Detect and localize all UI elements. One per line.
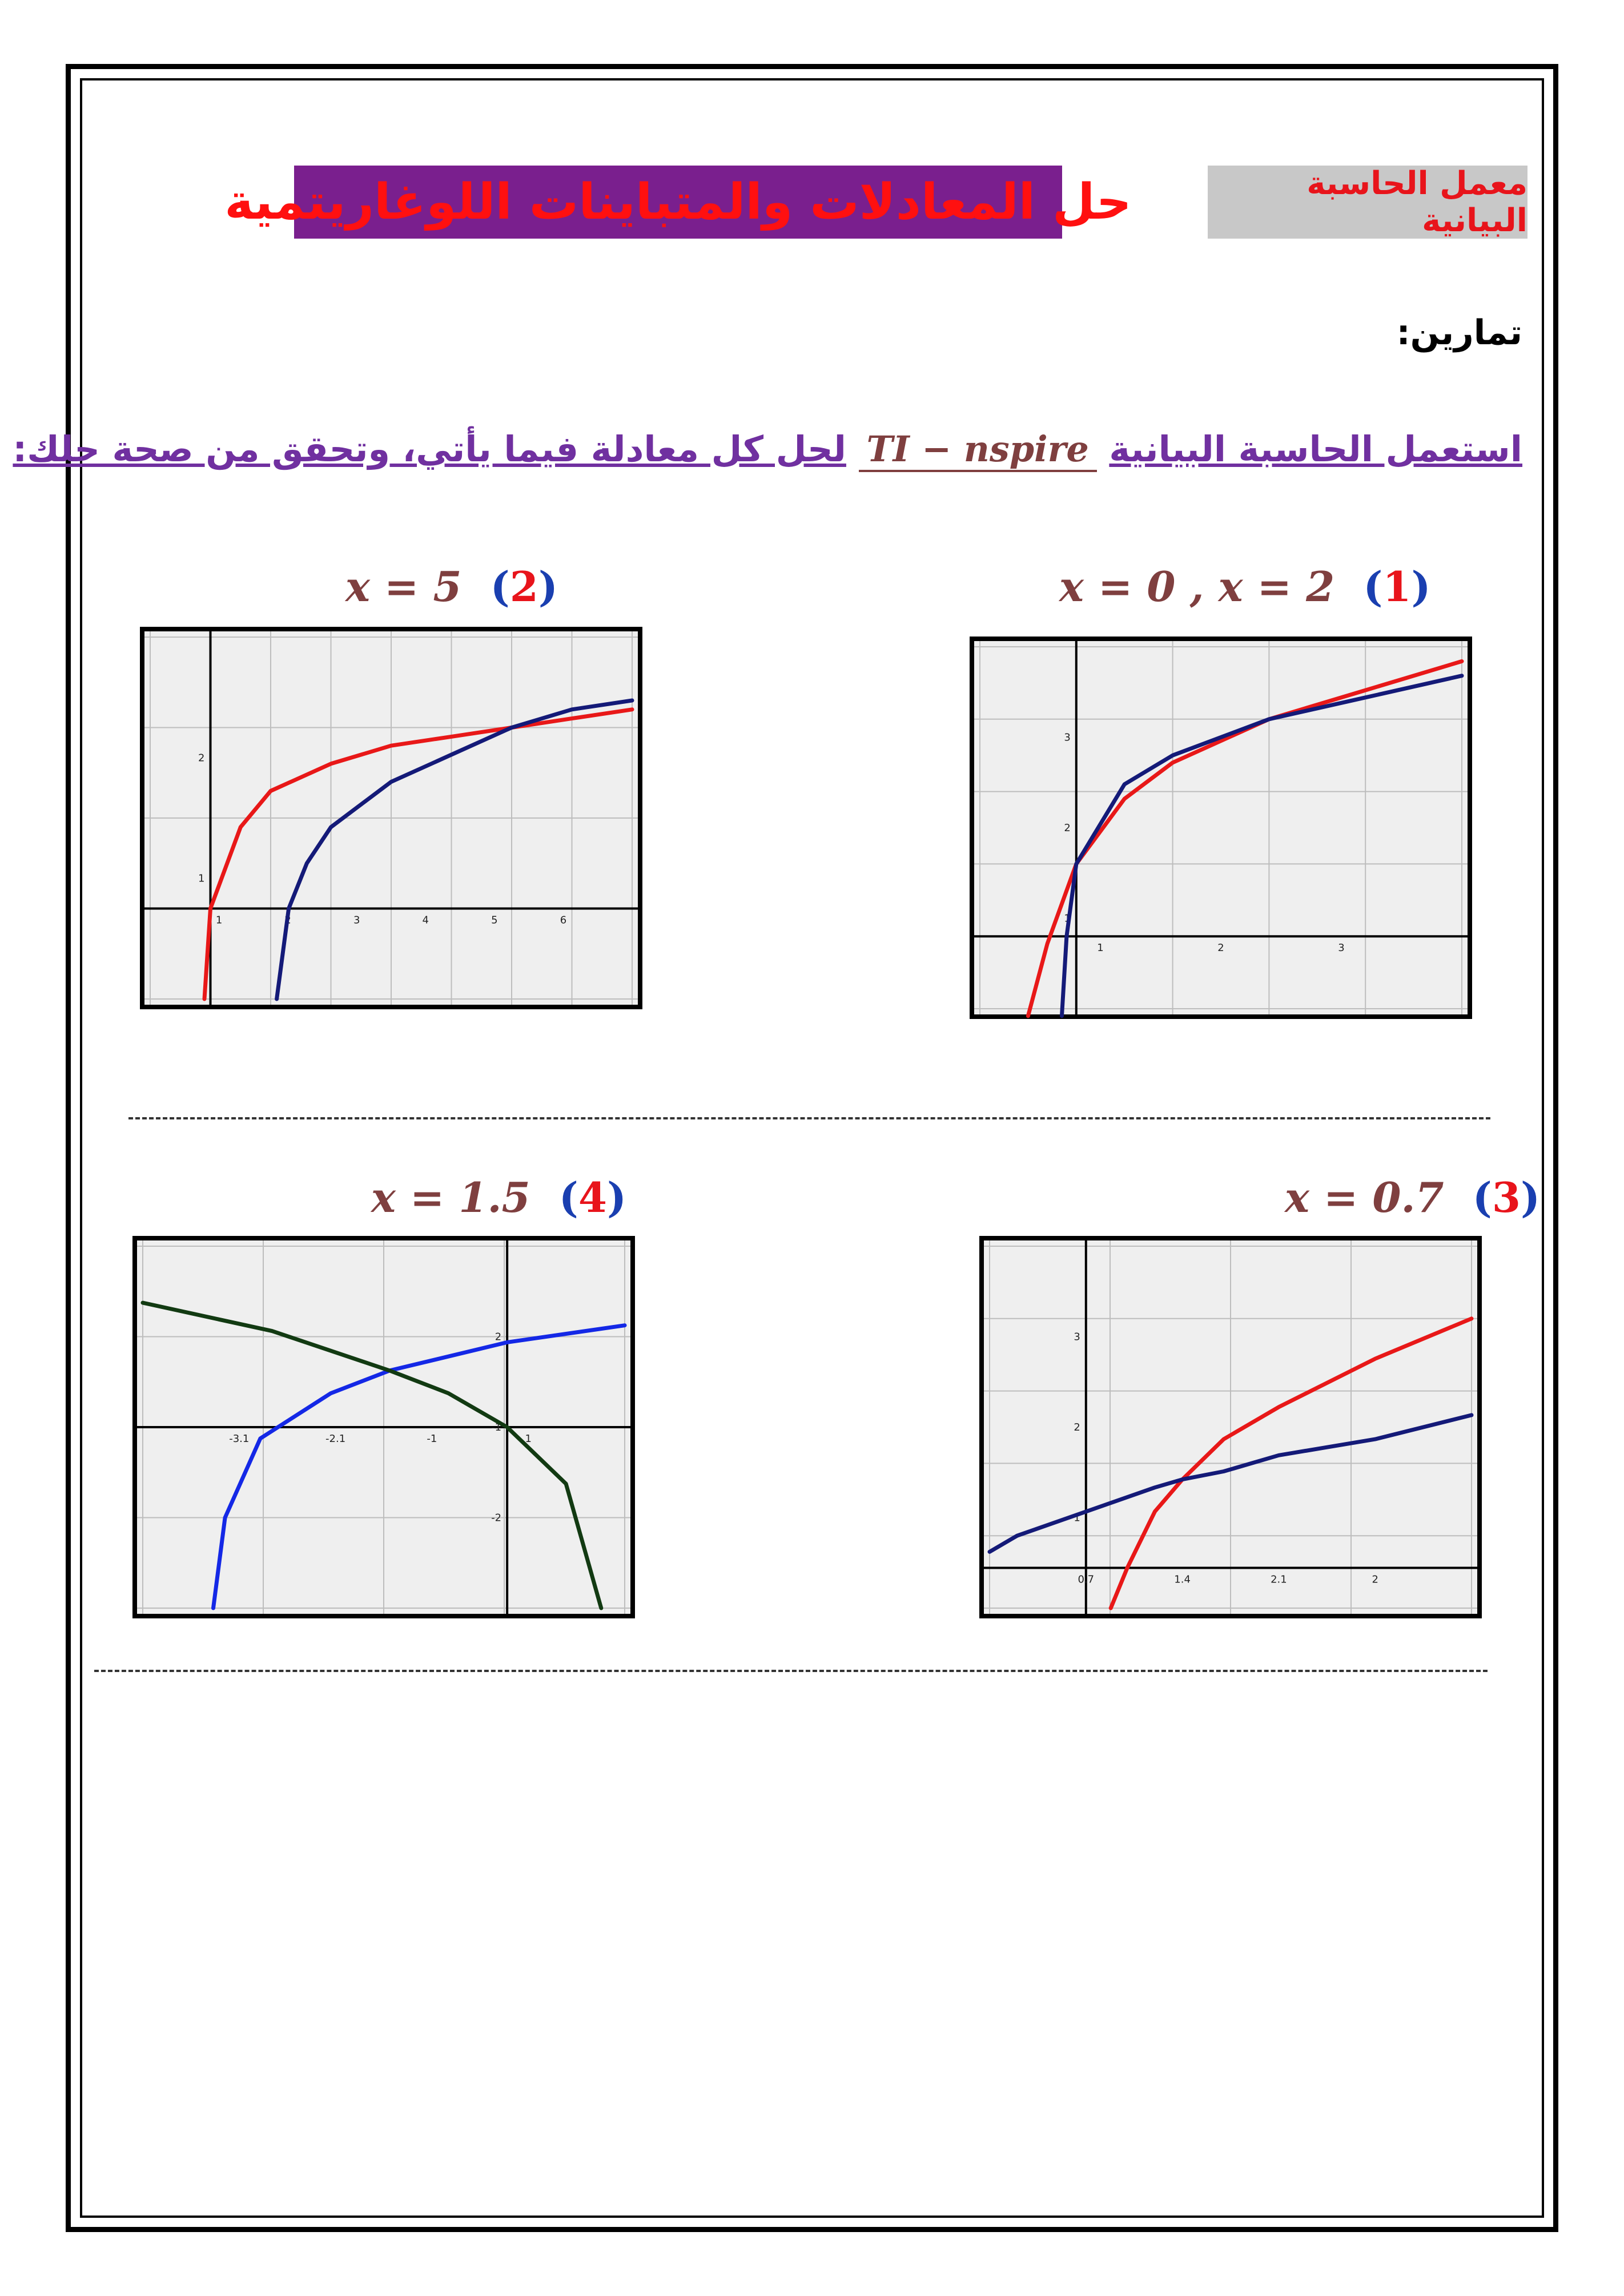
x-tick-label: 1: [215, 914, 223, 927]
x-tick-label: 2: [1217, 942, 1224, 954]
graph-1-canvas: [974, 641, 1468, 1014]
problem-number: 4: [578, 1173, 607, 1222]
graph-4: [132, 1236, 635, 1618]
problem-number: 2: [509, 562, 538, 611]
x-tick-label: 2: [1372, 1573, 1378, 1586]
x-tick-label: -2.1: [325, 1433, 346, 1445]
graph-1: [970, 637, 1472, 1019]
y-tick-label: 1: [198, 872, 205, 885]
page-title: حل المعادلات والمتباينات اللوغاريتمية: [294, 166, 1062, 239]
graph-2: [140, 627, 642, 1009]
graph-4-canvas: [137, 1240, 630, 1614]
y-tick-label: 2: [198, 752, 205, 764]
y-tick-label: 1: [1064, 912, 1071, 925]
problem-4-answer: x = 1.5 (4): [371, 1173, 627, 1222]
lab-label: معمل الحاسبة البيانية: [1208, 166, 1527, 239]
x-tick-label: 2.1: [1271, 1573, 1287, 1586]
y-tick-label: -1: [491, 1421, 502, 1433]
x-tick-label: 6: [560, 914, 567, 927]
plot-background: [974, 641, 1468, 1014]
y-tick-label: 2: [1074, 1421, 1080, 1433]
problem-2-answer: x = 5 (2): [345, 562, 558, 611]
instruction-part1: استعمل الحاسبة البيانية: [1109, 428, 1522, 470]
graph-3: [979, 1236, 1482, 1618]
exercises-heading: تمارين:: [1396, 313, 1522, 353]
x-tick-label: 1.4: [1174, 1573, 1191, 1586]
y-tick-label: 1: [1074, 1512, 1080, 1524]
problem-number: 3: [1492, 1173, 1521, 1222]
answer-text: x = 5: [345, 562, 462, 611]
instruction-text: [13, 428, 1522, 491]
x-tick-label: 2: [284, 914, 291, 927]
x-tick-label: -1: [427, 1433, 437, 1445]
calculator-model: TI − nspire: [859, 428, 1097, 472]
x-tick-label: 3: [1338, 942, 1345, 954]
graph-2-canvas: [144, 631, 638, 1005]
y-tick-label: 3: [1074, 1331, 1080, 1343]
x-tick-label: 0.7: [1078, 1573, 1095, 1586]
page-border-inner: [80, 78, 1544, 2218]
answer-text: x = 0 , x = 2: [1059, 562, 1335, 611]
y-tick-label: 2: [1064, 822, 1071, 834]
answer-text: x = 1.5: [371, 1173, 530, 1222]
graph-3-canvas: [984, 1240, 1477, 1614]
problem-3-answer: x = 0.7 (3): [1285, 1173, 1541, 1222]
x-tick-label: 3: [353, 914, 360, 927]
instruction-part2: لحل كل معادلة فيما يأتي، وتحقق من صحة حلك:: [13, 428, 846, 470]
problem-1-answer: x = 0 , x = 2 (1): [1059, 562, 1431, 611]
y-tick-label: -2: [491, 1512, 502, 1524]
y-tick-label: 2: [495, 1331, 502, 1343]
separator-line: [128, 1117, 1490, 1119]
x-tick-label: 1: [525, 1433, 532, 1445]
separator-line: [94, 1670, 1488, 1672]
x-tick-label: -3.1: [229, 1433, 250, 1445]
x-tick-label: 1: [1097, 942, 1104, 954]
answer-text: x = 0.7: [1285, 1173, 1444, 1222]
x-tick-label: 4: [422, 914, 429, 927]
x-tick-label: 5: [491, 914, 498, 927]
problem-number: 1: [1382, 562, 1412, 611]
y-tick-label: 3: [1064, 731, 1071, 744]
